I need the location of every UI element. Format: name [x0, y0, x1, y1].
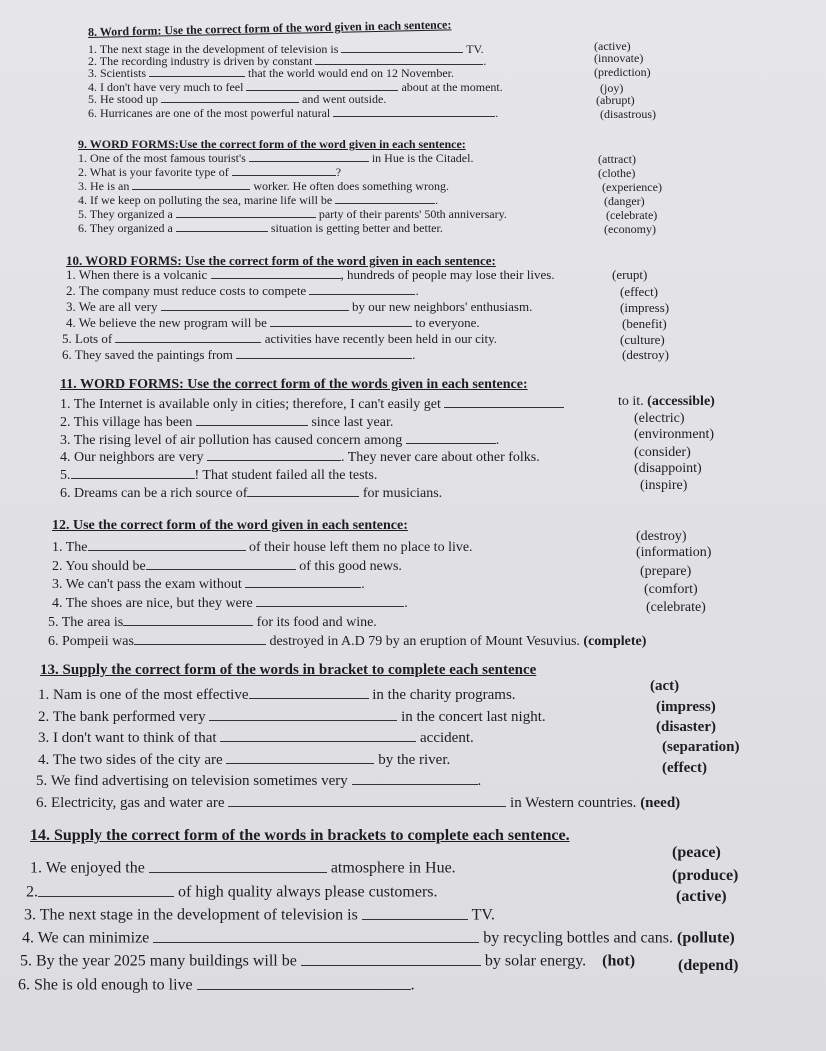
- item-text-before: 3. The rising level of air pollution has caused concern among: [60, 432, 403, 448]
- exercise-item: [60, 431, 499, 448]
- item-text-after: to everyone.: [415, 315, 480, 331]
- item-text-after: . They never care about other folks.: [340, 449, 540, 465]
- item-text-after: party of their parents' 50th anniversary.: [318, 207, 507, 222]
- item-text-after: that the world would end on 12 November.: [248, 66, 454, 81]
- exercise-item: [26, 882, 438, 901]
- item-text-after: about at the moment.: [401, 80, 503, 95]
- exercise-item: [88, 92, 386, 105]
- item-text-after: in the concert last night.: [401, 708, 546, 725]
- item-text-after: in Western countries.: [510, 794, 637, 811]
- answer-blank[interactable]: [245, 575, 361, 588]
- section-title: 9. WORD FORMS:Use the correct form of the word given in each sentence:: [78, 137, 466, 151]
- exercise-item: [66, 299, 532, 313]
- word-hint: (complete): [583, 633, 647, 649]
- word-hint: (electric): [634, 411, 685, 426]
- exercise-item: [60, 448, 540, 465]
- item-text-after: by solar energy.: [484, 952, 587, 970]
- word-hint: (celebrate): [646, 600, 706, 615]
- answer-blank[interactable]: [123, 613, 253, 626]
- item-text-before: 2. The bank performed very: [38, 708, 206, 725]
- item-text-after: .: [477, 772, 482, 789]
- item-text-after: activities have recently been held in our city.: [264, 331, 498, 347]
- item-text-before: 1. The Internet is available only in cities; therefore, I can't easily get: [60, 396, 441, 412]
- word-hint: (hot): [602, 952, 636, 970]
- word-hint: (destroy): [622, 347, 669, 362]
- word-hint: (effect): [662, 760, 707, 776]
- word-hint: (prediction): [594, 65, 651, 79]
- answer-blank[interactable]: [132, 179, 250, 190]
- item-text-before: 3. The next stage in the development of television is: [24, 906, 358, 924]
- answer-blank[interactable]: [149, 66, 245, 77]
- word-hint: (impress): [620, 300, 670, 315]
- item-text-after: of this good news.: [299, 558, 402, 574]
- item-text-after: destroyed in A.D 79 by an eruption of Mount Vesuvius.: [269, 633, 580, 649]
- answer-blank[interactable]: [352, 771, 478, 785]
- word-hint: (erupt): [612, 267, 648, 282]
- answer-blank[interactable]: [226, 750, 374, 764]
- answer-blank[interactable]: [220, 728, 416, 742]
- answer-blank[interactable]: [236, 347, 412, 359]
- answer-blank[interactable]: [176, 221, 268, 232]
- exercise-item: [66, 267, 555, 281]
- exercise-item: [62, 331, 497, 345]
- item-text-before: 5. By the year 2025 many buildings will be: [20, 952, 297, 970]
- answer-blank[interactable]: [341, 42, 463, 53]
- exercise-item: [88, 66, 454, 79]
- item-text-after: in the charity programs.: [372, 686, 516, 703]
- item-text-after: to it.: [618, 394, 644, 409]
- item-text-before: 5.: [60, 467, 71, 483]
- item-text-after: for its food and wine.: [256, 614, 377, 630]
- word-hint: (inspire): [640, 478, 688, 493]
- exercise-item: [60, 484, 442, 501]
- section-title: 8. Word form: Use the correct form of the word given in each sentence:: [87, 17, 452, 39]
- answer-blank[interactable]: [333, 106, 495, 117]
- answer-blank[interactable]: [246, 80, 398, 91]
- exercise-item: [66, 283, 419, 297]
- word-hint: (impress): [656, 699, 716, 715]
- answer-blank[interactable]: [335, 193, 435, 204]
- item-text-before: 2. What is your favorite type of: [78, 165, 229, 180]
- item-text-before: 4. We can minimize: [22, 929, 150, 947]
- exercise-item: [78, 207, 507, 220]
- answer-blank[interactable]: [249, 151, 369, 162]
- item-text-after: of high quality always please customers.: [178, 883, 438, 901]
- item-text-after: .: [483, 54, 487, 69]
- exercise-item: [48, 613, 377, 630]
- item-text-before: 2. You should be: [52, 558, 146, 574]
- answer-blank[interactable]: [228, 793, 506, 807]
- exercise-item: [78, 165, 341, 178]
- item-text-after: TV.: [466, 42, 484, 57]
- item-text-after: atmosphere in Hue.: [330, 859, 456, 877]
- item-text-after: accident.: [420, 729, 474, 746]
- exercise-item: [36, 793, 680, 811]
- word-hint: (prepare): [640, 564, 692, 579]
- word-hint: (effect): [620, 284, 659, 299]
- item-text-before: 1. When there is a volcanic: [66, 267, 208, 283]
- item-text-after: for musicians.: [362, 485, 443, 501]
- item-text-after: , hundreds of people may lose their lives.: [340, 267, 555, 283]
- word-hint: (celebrate): [606, 208, 658, 222]
- item-text-before: 4. We believe the new program will be: [66, 315, 267, 331]
- word-hint: (need): [640, 794, 681, 811]
- answer-blank[interactable]: [196, 413, 308, 426]
- item-text-before: 3. We are all very: [66, 299, 158, 315]
- item-text-before: 6. They organized a: [78, 221, 173, 236]
- answer-blank[interactable]: [211, 267, 341, 279]
- item-text-before: 1. Nam is one of the most effective: [38, 686, 249, 703]
- item-text-after: .: [435, 193, 439, 208]
- exercise-item: [78, 221, 443, 234]
- item-text-after: .: [410, 976, 415, 994]
- item-text-before: 5. He stood up: [88, 92, 158, 107]
- item-text-after: situation is getting better and better.: [270, 221, 443, 236]
- word-hint: (produce): [672, 867, 739, 884]
- answer-blank[interactable]: [134, 632, 266, 645]
- exercise-item: [48, 632, 646, 649]
- section-title: 13. Supply the correct form of the words in bracket to complete each sentence: [40, 662, 537, 678]
- section-title: 11. WORD FORMS: Use the correct form of the words given in each sentence:: [60, 377, 528, 392]
- item-text-after: by recycling bottles and cans.: [483, 929, 673, 947]
- section-title: 14. Supply the correct form of the words in brackets to complete each sentence.: [30, 827, 570, 844]
- item-text-before: 2. The recording industry is driven by constant: [88, 54, 313, 69]
- exercise-item: [60, 413, 393, 430]
- item-text-before: 1. The next stage in the development of television is: [88, 42, 339, 57]
- item-text-after: by our new neighbors' enthusiasm.: [351, 299, 533, 315]
- exercise-item: [78, 193, 438, 206]
- exercise-item: [78, 151, 473, 164]
- answer-blank[interactable]: [406, 431, 496, 444]
- item-text-after: of their house left them no place to live.: [249, 539, 473, 555]
- item-text-before: 1. The: [52, 539, 88, 555]
- word-hint: (active): [676, 888, 727, 905]
- item-text-before: 2.: [26, 883, 38, 901]
- item-text-before: 3. I don't want to think of that: [38, 729, 217, 746]
- exercise-item: [20, 951, 635, 970]
- word-hint-text: (accessible): [647, 394, 715, 409]
- word-hint: (danger): [604, 194, 645, 208]
- answer-blank[interactable]: [146, 557, 296, 570]
- word-hint: (active): [594, 39, 631, 53]
- answer-blank[interactable]: [115, 331, 261, 343]
- item-text-after: ! That student failed all the tests.: [194, 467, 378, 483]
- item-text-after: and went outside.: [302, 92, 387, 107]
- item-text-before: 4. The shoes are nice, but they were: [52, 595, 253, 611]
- exercise-item: [38, 728, 474, 746]
- item-text-before: 5. Lots of: [62, 331, 113, 347]
- answer-blank[interactable]: [362, 905, 468, 920]
- word-hint: (separation): [662, 739, 740, 755]
- exercise-item: [60, 395, 564, 412]
- exercise-item: [36, 771, 481, 789]
- answer-blank[interactable]: [161, 92, 299, 103]
- item-text-after: since last year.: [311, 414, 394, 430]
- exercise-item: [38, 750, 450, 768]
- item-text-after: ?: [335, 165, 342, 180]
- word-hint: (comfort): [644, 582, 698, 597]
- item-text-after: .: [412, 347, 416, 363]
- word-hint: (peace): [672, 844, 721, 861]
- item-text-before: 3. He is an: [78, 179, 130, 194]
- word-hint: (information): [636, 545, 712, 560]
- item-text-before: 6. Hurricanes are one of the most powerful natural: [88, 106, 331, 121]
- item-text-before: 3. We can't pass the exam without: [52, 576, 242, 592]
- item-text-before: 5. They organized a: [78, 207, 173, 222]
- exercise-item: [18, 975, 415, 994]
- answer-blank[interactable]: [247, 484, 359, 497]
- item-text-after: .: [404, 595, 408, 611]
- answer-blank[interactable]: [197, 975, 411, 990]
- answer-blank[interactable]: [444, 395, 564, 408]
- exercise-item: [52, 557, 402, 574]
- exercise-item: [52, 594, 408, 611]
- exercise-item: [38, 685, 516, 703]
- answer-blank[interactable]: [207, 448, 341, 461]
- word-hint: (clothe): [598, 166, 636, 180]
- word-hint: (economy): [604, 222, 656, 236]
- answer-blank[interactable]: [309, 283, 415, 295]
- item-text-before: 1. We enjoyed the: [30, 859, 145, 877]
- word-hint: (joy): [600, 81, 624, 95]
- word-hint: (environment): [634, 427, 715, 442]
- exercise-item: [88, 106, 498, 119]
- word-hint: (attract): [598, 152, 636, 166]
- word-hint: (consider): [634, 445, 691, 460]
- word-hint: (destroy): [636, 529, 687, 544]
- item-text-before: 3. Scientists: [88, 66, 147, 81]
- word-hint: (disappoint): [634, 461, 702, 476]
- word-hint: (act): [650, 678, 680, 694]
- answer-blank[interactable]: [256, 594, 404, 607]
- exercise-item: [52, 575, 365, 592]
- word-hint: (benefit): [622, 316, 667, 331]
- word-hint: (disastrous): [600, 107, 656, 121]
- item-text-after: .: [415, 283, 419, 299]
- answer-blank[interactable]: [232, 165, 336, 176]
- word-hint: (innovate): [594, 51, 644, 65]
- answer-blank[interactable]: [161, 299, 349, 311]
- item-text-before: 6. They saved the paintings from: [62, 347, 233, 363]
- word-hint: [618, 395, 715, 409]
- word-hint: (depend): [678, 957, 739, 974]
- item-text-after: .: [495, 106, 499, 121]
- word-hint: (abrupt): [596, 93, 635, 107]
- item-text-before: 5. We find advertising on television sometimes very: [36, 772, 348, 789]
- item-text-after: in Hue is the Citadel.: [371, 151, 474, 166]
- exercise-item: [24, 905, 495, 924]
- word-hint: (disaster): [656, 719, 716, 735]
- item-text-after: by the river.: [378, 751, 451, 768]
- exercise-item: [30, 858, 456, 877]
- answer-blank[interactable]: [71, 466, 195, 479]
- exercise-item: [38, 707, 546, 725]
- answer-blank[interactable]: [249, 685, 369, 699]
- exercise-item: [62, 347, 415, 361]
- item-text-before: 2. This village has been: [60, 414, 193, 430]
- answer-blank[interactable]: [301, 951, 481, 966]
- item-text-before: 1. One of the most famous tourist's: [78, 151, 246, 166]
- answer-blank[interactable]: [153, 928, 479, 943]
- exercise-item: [66, 315, 480, 329]
- item-text-before: 6. She is old enough to live: [18, 976, 193, 994]
- item-text-before: 4. The two sides of the city are: [38, 751, 223, 768]
- item-text-before: 5. The area is: [48, 614, 124, 630]
- answer-blank[interactable]: [176, 207, 316, 218]
- item-text-before: 6. Pompeii was: [48, 633, 134, 649]
- answer-blank[interactable]: [88, 538, 246, 551]
- item-text-before: 6. Electricity, gas and water are: [36, 794, 225, 811]
- item-text-before: 4. Our neighbors are very: [60, 449, 204, 465]
- word-hint: (culture): [620, 332, 665, 347]
- answer-blank[interactable]: [315, 54, 483, 65]
- item-text-before: 6. Dreams can be a rich source of: [60, 485, 248, 501]
- answer-blank[interactable]: [270, 315, 412, 327]
- section-title: 10. WORD FORMS: Use the correct form of the word given in each sentence:: [66, 253, 496, 268]
- word-hint: (experience): [602, 180, 662, 194]
- exercise-item: [22, 928, 735, 947]
- item-text-after: worker. He often does something wrong.: [253, 179, 449, 194]
- answer-blank[interactable]: [209, 707, 397, 721]
- item-text-before: 2. The company must reduce costs to compete: [66, 283, 307, 299]
- exercise-item: [52, 538, 473, 555]
- item-text-after: .: [495, 432, 500, 448]
- item-text-after: .: [361, 576, 365, 592]
- exercise-item: [60, 466, 377, 483]
- item-text-before: 4. I don't have very much to feel: [88, 80, 244, 95]
- word-hint: (pollute): [676, 929, 735, 947]
- section-title: 12. Use the correct form of the word given in each sentence:: [52, 518, 408, 533]
- item-text-before: 4. If we keep on polluting the sea, marine life will be: [78, 193, 333, 208]
- answer-blank[interactable]: [149, 858, 327, 873]
- item-text-after: TV.: [471, 906, 495, 924]
- exercise-item: [78, 179, 449, 192]
- answer-blank[interactable]: [38, 882, 174, 897]
